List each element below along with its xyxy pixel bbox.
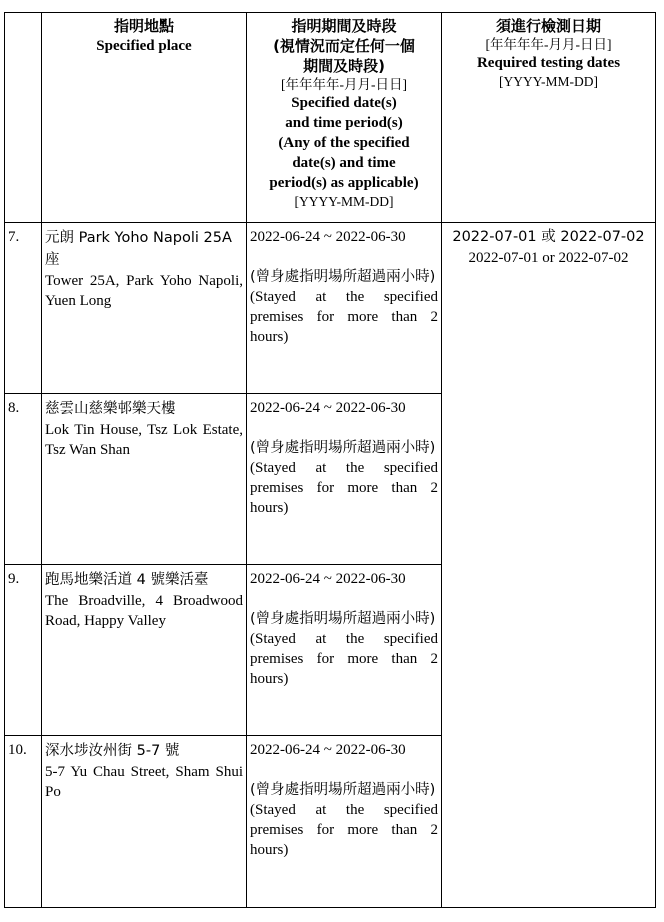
header-dates-en: Required testing dates bbox=[476, 55, 621, 71]
period-cell bbox=[247, 223, 442, 394]
period-range: 2022-06-24 ~ 2022-06-30 bbox=[250, 742, 406, 758]
header-place-en: Specified place bbox=[96, 38, 192, 54]
period-note-zh: (曾身處指明場所超過兩小時) bbox=[250, 611, 436, 627]
specified-places-table bbox=[4, 12, 656, 908]
period-note-zh: (曾身處指明場所超過兩小時) bbox=[250, 440, 436, 456]
place-cell bbox=[42, 394, 247, 565]
header-period-zh-line1: 指明期間及時段 bbox=[291, 17, 397, 35]
period-cell bbox=[247, 565, 442, 736]
place-name-zh: 深水埗汝州街 5-7 號 bbox=[45, 743, 180, 759]
place-name-en: 5-7 Yu Chau Street, Sham Shui Po bbox=[45, 764, 243, 800]
header-period-en-line3: (Any of the specified bbox=[278, 135, 410, 151]
header-dates-zh: 須進行檢測日期 bbox=[495, 17, 601, 35]
period-note-en: (Stayed at the specified premises for more than 2 hours) bbox=[250, 460, 438, 516]
required-dates-en: 2022-07-01 or 2022-07-02 bbox=[468, 250, 629, 266]
header-place-column bbox=[42, 13, 247, 223]
header-dates-format-en: [YYYY-MM-DD] bbox=[499, 74, 598, 89]
place-name-zh: 元朗 Park Yoho Napoli 25A 座 bbox=[45, 230, 232, 268]
row-number: 7. bbox=[5, 223, 42, 394]
place-name-en: Tower 25A, Park Yoho Napoli, Yuen Long bbox=[45, 273, 243, 309]
header-period-format-zh: [年年年年-月月-日日] bbox=[281, 77, 407, 92]
place-cell bbox=[42, 565, 247, 736]
period-cell bbox=[247, 736, 442, 908]
required-dates-zh: 2022-07-01 或 2022-07-02 bbox=[452, 229, 645, 245]
header-period-en-line5: period(s) as applicable) bbox=[269, 175, 419, 191]
header-period-zh-line3: 期間及時段) bbox=[303, 57, 385, 75]
period-range: 2022-06-24 ~ 2022-06-30 bbox=[250, 571, 406, 587]
period-note-en: (Stayed at the specified premises for more than 2 hours) bbox=[250, 289, 438, 345]
period-note-zh: (曾身處指明場所超過兩小時) bbox=[250, 269, 436, 285]
header-number-column bbox=[5, 13, 42, 223]
header-period-zh-line2: (視情況而定任何一個 bbox=[273, 37, 415, 55]
header-period-en-line4: date(s) and time bbox=[292, 155, 396, 171]
header-dates-column bbox=[442, 13, 656, 223]
period-range: 2022-06-24 ~ 2022-06-30 bbox=[250, 229, 406, 245]
period-range: 2022-06-24 ~ 2022-06-30 bbox=[250, 400, 406, 416]
period-note-en: (Stayed at the specified premises for more than 2 hours) bbox=[250, 802, 438, 858]
table-header-row bbox=[5, 13, 656, 223]
period-note-en: (Stayed at the specified premises for more than 2 hours) bbox=[250, 631, 438, 687]
table-row bbox=[5, 223, 656, 394]
header-dates-format-zh: [年年年年-月月-日日] bbox=[485, 37, 612, 52]
document-page bbox=[2, 12, 662, 912]
required-testing-dates-cell bbox=[442, 223, 656, 908]
row-number: 10. bbox=[5, 736, 42, 908]
header-period-column bbox=[247, 13, 442, 223]
place-name-en: The Broadville, 4 Broadwood Road, Happy Valley bbox=[45, 593, 243, 629]
row-number: 8. bbox=[5, 394, 42, 565]
place-name-zh: 慈雲山慈樂邨樂天樓 bbox=[45, 401, 176, 417]
header-place-zh: 指明地點 bbox=[113, 17, 174, 35]
row-number: 9. bbox=[5, 565, 42, 736]
place-cell bbox=[42, 223, 247, 394]
place-name-zh: 跑馬地樂活道 4 號樂活臺 bbox=[45, 572, 209, 588]
period-note-zh: (曾身處指明場所超過兩小時) bbox=[250, 782, 436, 798]
period-cell bbox=[247, 394, 442, 565]
header-period-en-line2: and time period(s) bbox=[285, 115, 403, 131]
place-name-en: Lok Tin House, Tsz Lok Estate, Tsz Wan Shan bbox=[45, 422, 243, 458]
place-cell bbox=[42, 736, 247, 908]
header-period-format-en: [YYYY-MM-DD] bbox=[294, 194, 394, 209]
header-period-en-line1: Specified date(s) bbox=[291, 95, 397, 111]
